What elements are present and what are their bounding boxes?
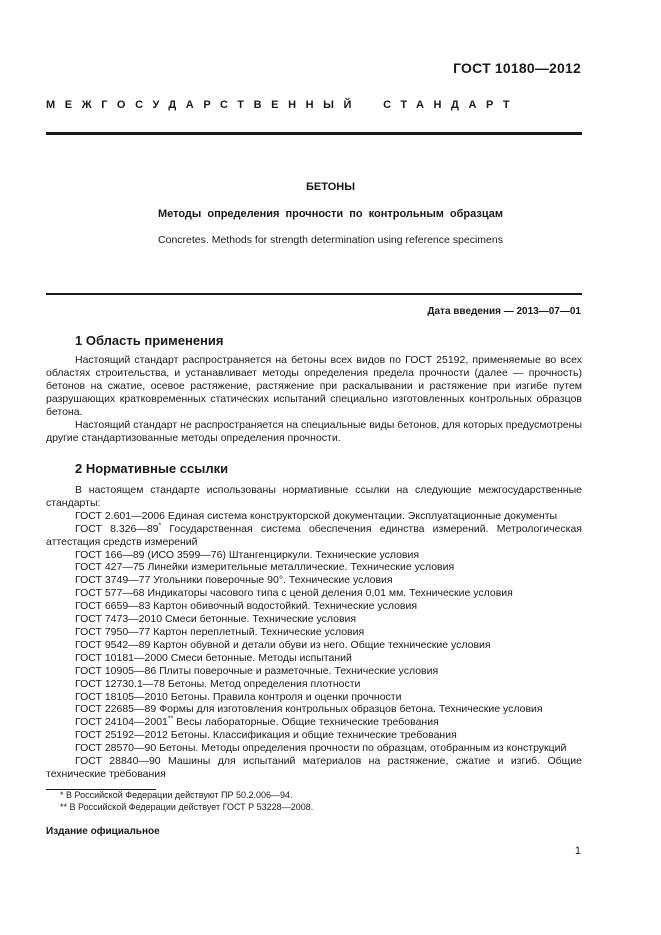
reference-text: ГОСТ 10181—2000 Смеси бетонные. Методы испытаний xyxy=(75,651,352,664)
reference-text: ГОСТ 28840—90 Машины для испытаний материалов на растяжение, сжатие и изгиб. Общие технические требования xyxy=(46,755,582,780)
references-list xyxy=(46,484,582,781)
section2-intro: В настоящем стандарте использованы нормативные ссылки на следующие межгосударственные стандарты: xyxy=(46,484,582,509)
document-title: БЕТОНЫ xyxy=(306,181,355,193)
reference-item xyxy=(46,665,582,678)
reference-item xyxy=(46,639,582,652)
reference-item xyxy=(46,729,582,742)
reference-text: ГОСТ 427—75 Линейки измерительные металлические. Технические условия xyxy=(75,561,455,574)
reference-item xyxy=(46,626,582,639)
standard-number: ГОСТ 10180—2012 xyxy=(453,60,581,76)
reference-item xyxy=(46,574,582,587)
section1-paragraph-1: Настоящий стандарт распространяется на бетоны всех видов по ГОСТ 25192, применяемые во всех областях строительства, и устанавливает методы определения предела прочности (далее — прочность) бетонов на сжатие, осевое растяжение, растяжение при раскалывании и растяжение при изгибе путем разрушающих кратковременных статических испытаний специально изготовленных контрольных образцов бетона. xyxy=(46,354,582,418)
reference-text: ГОСТ 18105—2010 Бетоны. Правила контроля и оценки прочности xyxy=(75,690,402,703)
reference-text-continued: Государственная система обеспечения единства измерений. Метрологическая аттестация средств измерений xyxy=(46,522,582,548)
document-subtitle: Методы определения прочности по контрольным образцам xyxy=(157,208,504,220)
reference-text: ГОСТ 2.601—2006 Единая система конструкторской документации. Эксплуатационные документы xyxy=(75,509,558,522)
reference-item xyxy=(46,691,582,704)
reference-text: ГОСТ 7473—2010 Смеси бетонные. Технические условия xyxy=(75,613,357,626)
introduction-date: Дата введения — 2013—07—01 xyxy=(427,306,581,317)
reference-text: ГОСТ 8.326—89 xyxy=(75,522,159,535)
section1-paragraph-2: Настоящий стандарт не распространяется на специальные виды бетонов, для которых предусмотрены другие стандартизованные методы определения прочности. xyxy=(46,419,582,444)
reference-text: ГОСТ 12730.1—78 Бетоны. Метод определения плотности xyxy=(75,677,361,690)
section1-heading: 1 Область применения xyxy=(75,333,224,348)
header-rule xyxy=(46,132,582,135)
reference-text: ГОСТ 9542—89 Картон обувной и детали обуви из него. Общие технические условия xyxy=(75,638,491,651)
reference-item xyxy=(46,587,582,600)
reference-text: ГОСТ 6659—83 Картон обивочный водостойкий. Технические условия xyxy=(75,600,418,613)
reference-items xyxy=(46,510,582,781)
page-number: 1 xyxy=(574,845,581,857)
reference-text: ГОСТ 24104—2001 xyxy=(75,716,168,729)
standard-category xyxy=(46,99,519,111)
reference-item xyxy=(46,716,582,729)
section2-heading: 2 Нормативные ссылки xyxy=(75,461,229,476)
footnote-1: * В Российской Федерации действуют ПР 50.2.006—94. xyxy=(60,790,293,800)
footnote-marker: ** xyxy=(167,715,174,723)
reference-text: ГОСТ 22685—89 Формы для изготовления контрольных образцов бетона. Технические условия xyxy=(75,703,543,716)
english-title: Concretes. Methods for strength determination using reference specimens xyxy=(158,234,503,246)
reference-text: ГОСТ 3749—77 Угольники поверочные 90°. Технические условия xyxy=(75,574,393,587)
reference-item xyxy=(46,678,582,691)
reference-text: ГОСТ 25192—2012 Бетоны. Классификация и общие технические требования xyxy=(75,729,457,742)
footnote-2: ** В Российской Федерации действует ГОСТ Р 53228—2008. xyxy=(60,802,314,812)
reference-text-continued: Весы лабораторные. Общие технические требования xyxy=(173,716,439,729)
reference-item xyxy=(46,652,582,665)
footnotes xyxy=(46,789,582,813)
reference-item xyxy=(46,703,582,716)
reference-item xyxy=(46,510,582,523)
title-rule xyxy=(46,293,582,295)
reference-item xyxy=(46,742,582,755)
category-part1: МЕЖГОСУДАРСТВЕННЫЙ xyxy=(46,99,362,111)
reference-item xyxy=(46,523,582,549)
reference-item xyxy=(46,600,582,613)
reference-text: ГОСТ 10905—86 Плиты поверочные и разметочные. Технические условия xyxy=(75,664,439,677)
reference-text: ГОСТ 166—89 (ИСО 3599—76) Штангенциркули. Технические условия xyxy=(75,548,420,561)
category-part2: СТАНДАРТ xyxy=(383,99,520,111)
footnote-marker: * xyxy=(158,522,162,530)
reference-item xyxy=(46,549,582,562)
reference-item xyxy=(46,755,582,781)
official-edition-label: Издание официальное xyxy=(46,826,160,837)
section1-body xyxy=(46,354,582,445)
reference-text: ГОСТ 28570—90 Бетоны. Методы определения прочности по образцам, отобранным из конструкций xyxy=(75,742,567,755)
reference-item xyxy=(46,561,582,574)
reference-text: ГОСТ 577—68 Индикаторы часового типа с ценой деления 0,01 мм. Технические условия xyxy=(75,587,513,600)
reference-text: ГОСТ 7950—77 Картон переплетный. Технические условия xyxy=(75,625,365,638)
reference-item xyxy=(46,613,582,626)
